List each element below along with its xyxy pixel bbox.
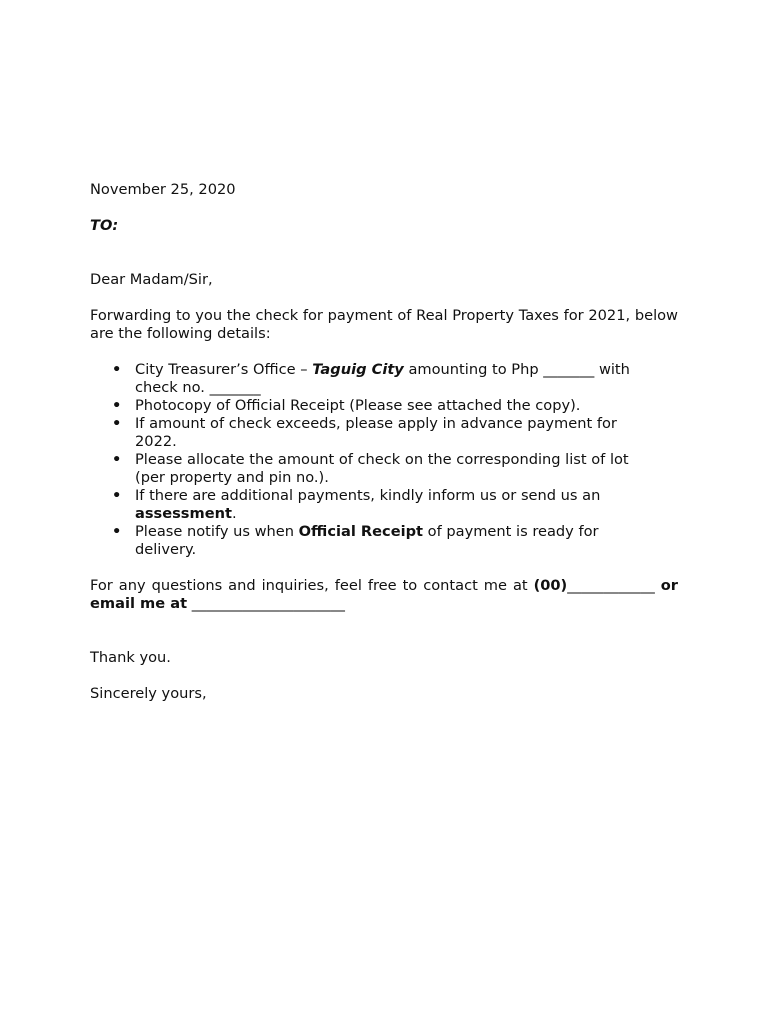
list-item <box>90 415 650 451</box>
email-blank: _____________________ <box>187 595 345 612</box>
assessment-emphasis: assessment <box>135 505 232 522</box>
item-text: City Treasurer’s Office – <box>135 361 313 378</box>
list-item <box>90 361 650 397</box>
item-text: If amount of check exceeds, please apply in advance payment for 2022. <box>135 415 617 450</box>
bullet-icon: • <box>112 361 122 378</box>
letter-date: November 25, 2020 <box>90 181 236 198</box>
list-item <box>90 487 650 523</box>
bullet-icon: • <box>112 451 122 468</box>
bullet-icon: • <box>112 415 122 432</box>
phone-blank: ____________ <box>567 577 655 594</box>
official-receipt-emphasis: Official Receipt <box>298 523 424 540</box>
greeting: Dear Madam/Sir, <box>90 271 213 288</box>
item-text: Please allocate the amount of check on the corresponding list of lot (per property and pin no.). <box>135 451 629 486</box>
phone-prefix: (00) <box>533 577 568 594</box>
list-item <box>90 523 650 559</box>
thanks-line: Thank you. <box>90 649 171 666</box>
item-text: amounting to Php _______ with check no. _______ <box>135 361 630 396</box>
list-item <box>90 451 650 487</box>
city-name: Taguig City <box>312 361 404 378</box>
bullet-icon: • <box>112 487 122 504</box>
list-item <box>90 397 650 415</box>
email-label: or email me at <box>90 577 678 612</box>
item-text: Please notify us when <box>135 523 299 540</box>
item-text: If there are additional payments, kindly inform us or send us an <box>135 487 601 504</box>
contact-text: For any questions and inquiries, feel free to contact me at <box>90 577 534 594</box>
bullet-icon: • <box>112 523 122 540</box>
details-list <box>90 361 678 559</box>
item-text: . <box>231 505 237 522</box>
intro-paragraph: Forwarding to you the check for payment of Real Property Taxes for 2021, below are the following details: <box>90 307 678 342</box>
bullet-icon: • <box>112 397 122 414</box>
contact-paragraph <box>90 577 678 613</box>
closing-line: Sincerely yours, <box>90 685 207 702</box>
item-text: Photocopy of Official Receipt (Please see attached the copy). <box>135 397 581 414</box>
to-label: TO: <box>90 217 119 234</box>
item-text: of payment is ready for delivery. <box>135 523 599 558</box>
letter-body <box>90 181 678 703</box>
